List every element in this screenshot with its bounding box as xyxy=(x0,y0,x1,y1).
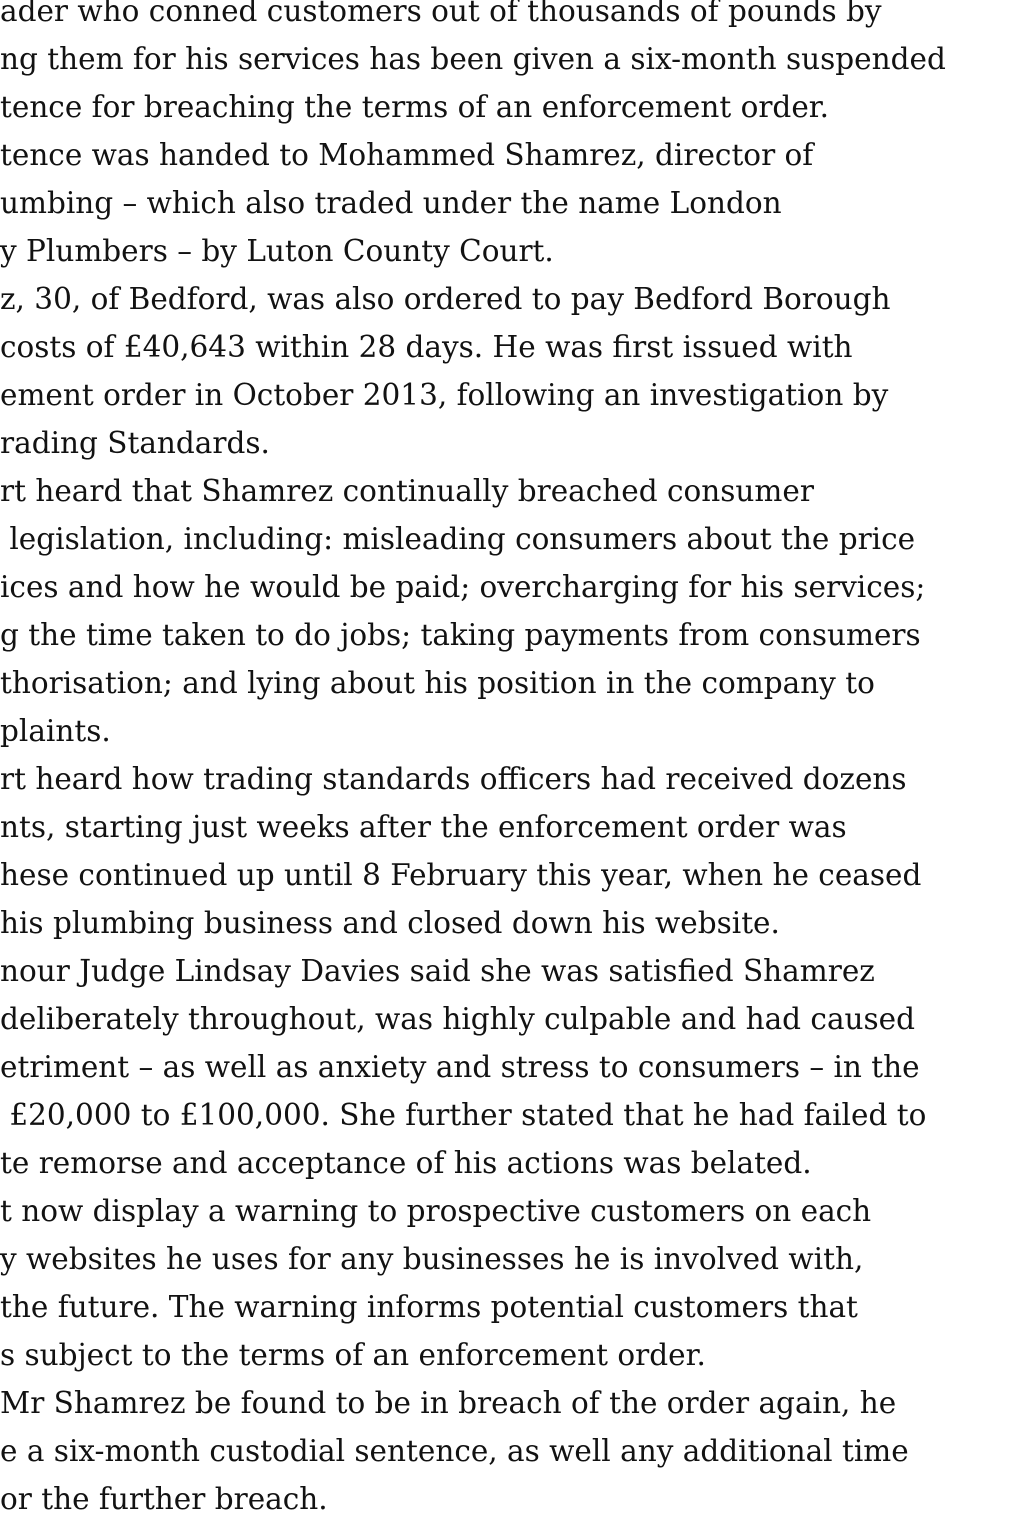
text-line: or the further breach. xyxy=(0,1482,328,1516)
text-line: £20,000 to £100,000. She further stated that he had failed to xyxy=(0,1098,927,1132)
text-line: rt heard how trading standards officers had received dozens xyxy=(0,762,907,796)
text-line: his plumbing business and closed down his website. xyxy=(0,906,780,940)
text-line: etriment – as well as anxiety and stress to consumers – in the xyxy=(0,1050,920,1084)
text-line: tence for breaching the terms of an enforcement order. xyxy=(0,90,830,124)
text-line: legislation, including: misleading consumers about the price xyxy=(0,522,916,556)
text-line: ader who conned customers out of thousands of pounds by xyxy=(0,0,882,28)
text-line: e a six-month custodial sentence, as well any additional time xyxy=(0,1434,909,1468)
text-line: s subject to the terms of an enforcement order. xyxy=(0,1338,706,1372)
text-line: nts, starting just weeks after the enforcement order was xyxy=(0,810,847,844)
text-line: y Plumbers – by Luton County Court. xyxy=(0,234,554,268)
text-line: ement order in October 2013, following an investigation by xyxy=(0,378,889,412)
text-line: te remorse and acceptance of his actions was belated. xyxy=(0,1146,812,1180)
text-line: rading Standards. xyxy=(0,426,270,460)
text-line: costs of £40,643 within 28 days. He was first issued with xyxy=(0,330,853,364)
text-line: ices and how he would be paid; overcharging for his services; xyxy=(0,570,926,604)
text-line: g the time taken to do jobs; taking payments from consumers xyxy=(0,618,921,652)
text-line: t now display a warning to prospective customers on each xyxy=(0,1194,872,1228)
text-line: umbing – which also traded under the name London xyxy=(0,186,782,220)
text-line: nour Judge Lindsay Davies said she was satisfied Shamrez xyxy=(0,954,875,988)
text-line: thorisation; and lying about his position in the company to xyxy=(0,666,875,700)
text-line: z, 30, of Bedford, was also ordered to pay Bedford Borough xyxy=(0,282,891,316)
text-line: ng them for his services has been given a six-month suspended xyxy=(0,42,946,76)
text-line: the future. The warning informs potential customers that xyxy=(0,1290,858,1324)
text-line: Mr Shamrez be found to be in breach of the order again, he xyxy=(0,1386,897,1420)
text-line: rt heard that Shamrez continually breached consumer xyxy=(0,474,814,508)
text-line: y websites he uses for any businesses he is involved with, xyxy=(0,1242,864,1276)
text-line: tence was handed to Mohammed Shamrez, director of xyxy=(0,138,814,172)
text-line: deliberately throughout, was highly culpable and had caused xyxy=(0,1002,916,1036)
text-line: plaints. xyxy=(0,714,111,748)
text-line: hese continued up until 8 February this year, when he ceased xyxy=(0,858,922,892)
